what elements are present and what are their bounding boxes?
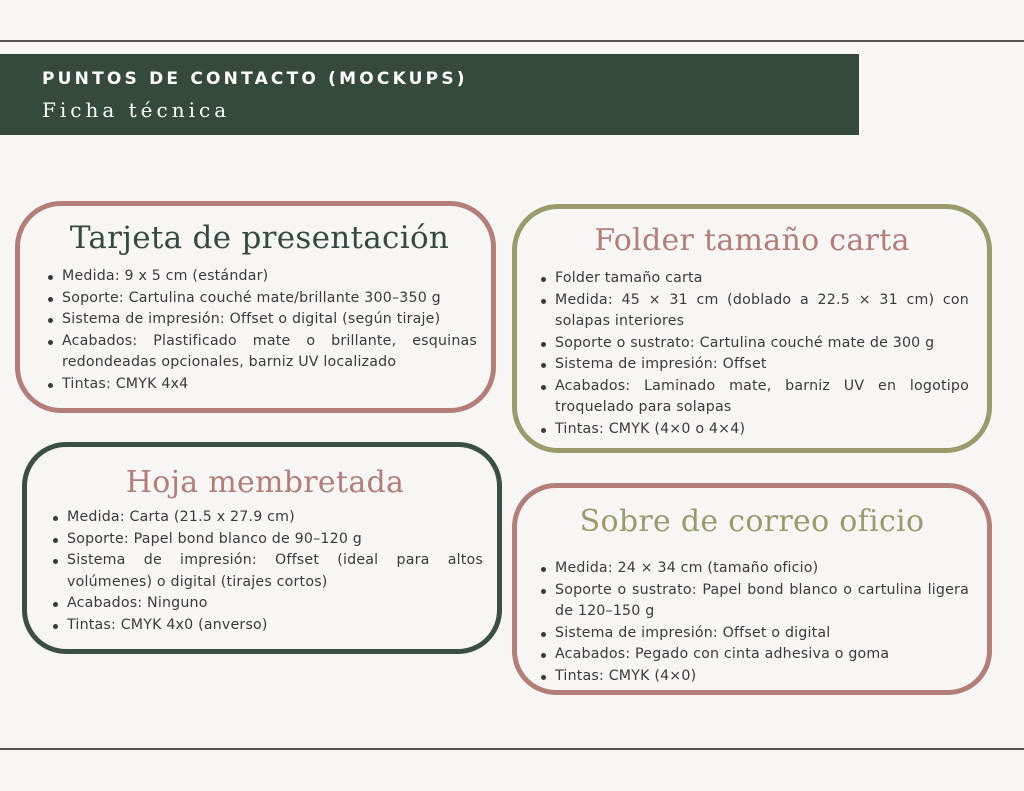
spec-item: Tintas: CMYK (4×0 o 4×4) — [535, 419, 969, 441]
spec-list — [535, 268, 969, 440]
spec-item: Medida: Carta (21.5 x 27.9 cm) — [47, 507, 483, 529]
spec-item: Tintas: CMYK 4x0 (anverso) — [47, 615, 483, 637]
card-title: Folder tamaño carta — [594, 223, 910, 258]
card-title: Tarjeta de presentación — [69, 220, 450, 256]
spec-item: Acabados: Pegado con cinta adhesiva o goma — [535, 644, 969, 666]
spec-item: Medida: 9 x 5 cm (estándar) — [42, 266, 477, 288]
spec-item: Sistema de impresión: Offset (ideal para altos volúmenes) o digital (tirajes cortos) — [47, 550, 483, 593]
card-tarjeta-presentacion — [15, 201, 496, 413]
spec-item: Acabados: Laminado mate, barniz UV en logotipo troquelado para solapas — [535, 376, 969, 419]
card-title: Sobre de correo oficio — [579, 504, 925, 539]
card-title: Hoja membretada — [125, 465, 405, 500]
top-divider — [0, 40, 1024, 42]
spec-item: Folder tamaño carta — [535, 268, 969, 290]
spec-item: Sistema de impresión: Offset — [535, 354, 969, 376]
page-subtitle: Ficha técnica — [42, 98, 231, 122]
spec-item: Tintas: CMYK 4x4 — [42, 374, 477, 396]
spec-list — [42, 266, 477, 395]
card-folder-tamano-carta — [512, 204, 992, 453]
spec-item: Soporte o sustrato: Papel bond blanco o cartulina ligera de 120–150 g — [535, 580, 969, 623]
spec-item: Acabados: Plastificado mate o brillante, esquinas redondeadas opcionales, barniz UV localizado — [42, 331, 477, 374]
spec-list — [47, 507, 483, 636]
spec-item: Soporte: Cartulina couché mate/brillante 300–350 g — [42, 288, 477, 310]
spec-item: Medida: 45 × 31 cm (doblado a 22.5 × 31 cm) con solapas interiores — [535, 290, 969, 333]
spec-item: Sistema de impresión: Offset o digital — [535, 623, 969, 645]
header-banner — [0, 54, 859, 135]
bottom-divider — [0, 748, 1024, 750]
page-title: PUNTOS DE CONTACTO (MOCKUPS) — [42, 69, 468, 89]
spec-item: Acabados: Ninguno — [47, 593, 483, 615]
spec-item: Soporte o sustrato: Cartulina couché mate de 300 g — [535, 333, 969, 355]
spec-item: Medida: 24 × 34 cm (tamaño oficio) — [535, 558, 969, 580]
card-hoja-membretada — [22, 442, 502, 654]
spec-item: Soporte: Papel bond blanco de 90–120 g — [47, 529, 483, 551]
spec-item: Sistema de impresión: Offset o digital (según tiraje) — [42, 309, 477, 331]
card-sobre-correo-oficio — [512, 483, 992, 695]
spec-list — [535, 558, 969, 687]
spec-item: Tintas: CMYK (4×0) — [535, 666, 969, 688]
